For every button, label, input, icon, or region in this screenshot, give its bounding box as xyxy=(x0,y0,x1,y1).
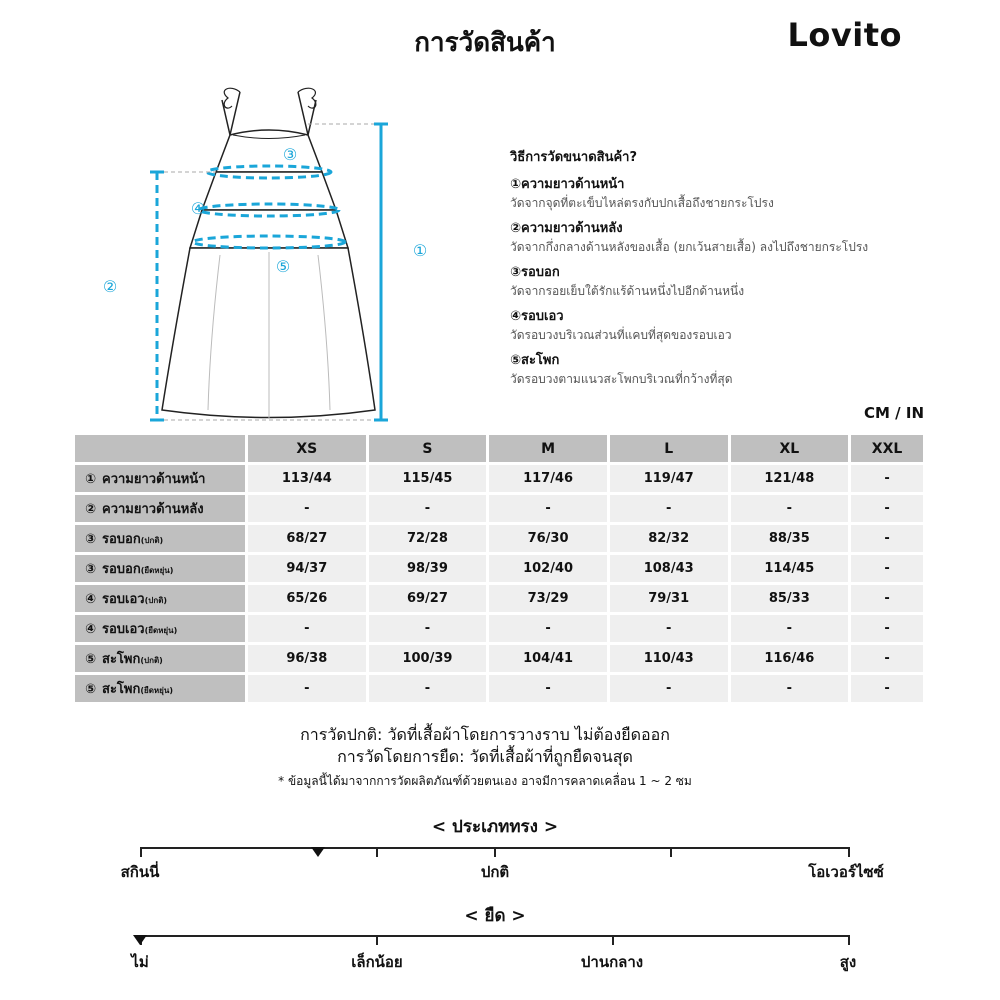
row-number: ② xyxy=(85,502,97,517)
table-cell: - xyxy=(851,615,923,642)
label-chest: ③ xyxy=(282,145,298,164)
table-cell: - xyxy=(489,495,607,522)
table-cell: - xyxy=(610,615,728,642)
guide-item-name: ⑤สะโพก xyxy=(510,353,560,368)
table-row xyxy=(75,615,923,642)
table-cell: - xyxy=(489,615,607,642)
row-label-text: สะโพก xyxy=(102,652,141,667)
row-label-sub: (ยืดหยุ่น) xyxy=(140,566,174,575)
left-strap xyxy=(222,92,240,135)
table-cell: 104/41 xyxy=(489,645,607,672)
table-cell: - xyxy=(851,465,923,492)
table-row xyxy=(75,465,923,492)
guide-item-desc: วัดจากกึ่งกลางด้านหลังของเสื้อ (ยกเว้นสายเสื้อ) ลงไปถึงชายกระโปรง xyxy=(510,240,869,254)
table-cell: - xyxy=(610,675,728,702)
table-cell: - xyxy=(248,675,366,702)
table-cell: 85/33 xyxy=(731,585,849,612)
table-row xyxy=(75,585,923,612)
fit-label-oversize: โอเวอร์ไซซ์ xyxy=(808,863,884,881)
label-back-length: ② xyxy=(102,277,118,296)
row-label xyxy=(75,465,245,492)
guide-item xyxy=(510,349,970,389)
table-cell: 94/37 xyxy=(248,555,366,582)
row-number: ③ xyxy=(85,562,97,577)
table-cell: 96/38 xyxy=(248,645,366,672)
row-label-sub: (ยืดหยุ่น) xyxy=(144,626,178,635)
row-number: ⑤ xyxy=(85,652,97,667)
guide-item-name: ③รอบอก xyxy=(510,265,560,280)
stretch-label-slight: เล็กน้อย xyxy=(351,953,403,971)
table-cell: 79/31 xyxy=(610,585,728,612)
table-cell: 82/32 xyxy=(610,525,728,552)
table-cell: - xyxy=(851,585,923,612)
measure-guide xyxy=(510,146,970,391)
table-cell: 119/47 xyxy=(610,465,728,492)
size-header: L xyxy=(610,435,728,462)
table-cell: - xyxy=(851,495,923,522)
table-cell: 69/27 xyxy=(369,585,487,612)
row-label-text: รอบเอว xyxy=(102,622,145,637)
fit-label-regular: ปกติ xyxy=(480,863,510,881)
row-number: ④ xyxy=(85,622,97,637)
guide-item-desc: วัดจากรอยเย็บใต้รักแร้ด้านหนึ่งไปอีกด้านหนึ่ง xyxy=(510,284,745,298)
table-cell: - xyxy=(851,555,923,582)
guide-item xyxy=(510,217,970,257)
row-label-text: ความยาวด้านหน้า xyxy=(102,472,206,487)
size-header: XL xyxy=(731,435,849,462)
size-header: XXL xyxy=(851,435,923,462)
table-row xyxy=(75,525,923,552)
guide-item xyxy=(510,305,970,345)
table-row xyxy=(75,645,923,672)
table-cell: - xyxy=(610,495,728,522)
table-cell: 113/44 xyxy=(248,465,366,492)
size-header: S xyxy=(369,435,487,462)
stretch-label-high: สูง xyxy=(839,953,857,971)
table-cell: - xyxy=(851,525,923,552)
table-cell: - xyxy=(731,495,849,522)
table-cell: - xyxy=(248,495,366,522)
row-number: ⑤ xyxy=(85,682,97,697)
row-label xyxy=(75,495,245,522)
row-number: ④ xyxy=(85,592,97,607)
table-cell: - xyxy=(248,615,366,642)
table-cell: - xyxy=(369,615,487,642)
guide-item-name: ①ความยาวด้านหน้า xyxy=(510,177,625,192)
table-cell: 98/39 xyxy=(369,555,487,582)
row-label xyxy=(75,525,245,552)
table-row xyxy=(75,675,923,702)
table-cell: 65/26 xyxy=(248,585,366,612)
table-cell: - xyxy=(851,675,923,702)
table-cell: - xyxy=(369,495,487,522)
fit-label-skinny: สกินนี่ xyxy=(120,863,160,881)
row-label-sub: (ปกติ) xyxy=(140,656,163,665)
guide-item xyxy=(510,173,970,213)
table-cell: 114/45 xyxy=(731,555,849,582)
note-disclaimer: * ข้อมูลนี้ได้มาจากการวัดผลิตภัณฑ์ด้วยตนเอง อาจมีการคลาดเคลื่อน 1 ~ 2 ซม xyxy=(278,774,692,788)
table-cell: - xyxy=(851,645,923,672)
guide-item xyxy=(510,261,970,301)
table-cell: - xyxy=(369,675,487,702)
stretch-scale-line xyxy=(140,935,850,937)
row-label-text: สะโพก xyxy=(102,682,141,697)
guide-item-desc: วัดรอบวงตามแนวสะโพกบริเวณที่กว้างที่สุด xyxy=(510,372,733,386)
size-table xyxy=(72,432,926,705)
table-cell: 68/27 xyxy=(248,525,366,552)
page-title: การวัดสินค้า xyxy=(414,28,556,58)
table-cell: 73/29 xyxy=(489,585,607,612)
stretch-marker-icon xyxy=(133,935,147,945)
units-label: CM / IN xyxy=(864,404,924,422)
brand-logo: Lovito xyxy=(787,16,902,54)
table-cell: - xyxy=(731,615,849,642)
table-cell: 115/45 xyxy=(369,465,487,492)
guide-item-name: ④รอบเอว xyxy=(510,309,564,324)
dress-diagram xyxy=(90,80,450,440)
note-normal-measure: การวัดปกติ: วัดที่เสื้อผ้าโดยการวางราบ ไม่ต้องยืดออก xyxy=(300,725,670,744)
row-label-sub: (ปกติ) xyxy=(140,536,164,545)
table-row xyxy=(75,555,923,582)
table-corner xyxy=(75,435,245,462)
table-cell: 108/43 xyxy=(610,555,728,582)
size-header: M xyxy=(489,435,607,462)
table-cell: - xyxy=(731,675,849,702)
guide-item-name: ②ความยาวด้านหลัง xyxy=(510,221,623,236)
table-cell: 110/43 xyxy=(610,645,728,672)
row-label xyxy=(75,555,245,582)
table-cell: 121/48 xyxy=(731,465,849,492)
fit-marker-icon xyxy=(311,847,325,857)
row-label-sub: (ปกติ) xyxy=(144,596,168,605)
table-cell: 102/40 xyxy=(489,555,607,582)
stretch-scale-title: < ยืด > xyxy=(464,906,526,926)
table-cell: 88/35 xyxy=(731,525,849,552)
row-number: ① xyxy=(85,472,97,487)
table-cell: 100/39 xyxy=(369,645,487,672)
notes xyxy=(0,724,970,791)
row-label xyxy=(75,615,245,642)
size-header: XS xyxy=(248,435,366,462)
row-label xyxy=(75,675,245,702)
table-cell: - xyxy=(489,675,607,702)
note-stretch-measure: การวัดโดยการยืด: วัดที่เสื้อผ้าที่ถูกยืดจนสุด xyxy=(337,747,633,766)
guide-item-desc: วัดจากจุดที่ตะเข็บไหล่ตรงกับปกเสื้อถึงชายกระโปรง xyxy=(510,196,774,210)
guide-item-desc: วัดรอบวงบริเวณส่วนที่แคบที่สุดของรอบเอว xyxy=(510,328,732,342)
table-cell: 72/28 xyxy=(369,525,487,552)
label-hip: ⑤ xyxy=(275,257,291,276)
fit-scale-title: < ประเภททรง > xyxy=(431,817,559,837)
stretch-label-medium: ปานกลาง xyxy=(580,953,644,971)
row-label-text: รอบเอว xyxy=(102,592,145,607)
row-label-text: รอบอก xyxy=(102,532,141,547)
table-cell: 116/46 xyxy=(731,645,849,672)
size-header-row xyxy=(75,435,923,462)
label-waist: ④ xyxy=(190,199,206,218)
table-cell: 76/30 xyxy=(489,525,607,552)
row-number: ③ xyxy=(85,532,97,547)
label-front-length: ① xyxy=(412,241,428,260)
stretch-label-none: ไม่ xyxy=(131,953,149,971)
guide-heading: วิธีการวัดขนาดสินค้า? xyxy=(510,150,638,165)
row-label xyxy=(75,585,245,612)
row-label-text: รอบอก xyxy=(102,562,141,577)
row-label xyxy=(75,645,245,672)
table-cell: 117/46 xyxy=(489,465,607,492)
row-label-sub: (ยืดหยุ่น) xyxy=(140,686,173,695)
row-label-text: ความยาวด้านหลัง xyxy=(102,502,204,517)
table-row xyxy=(75,495,923,522)
